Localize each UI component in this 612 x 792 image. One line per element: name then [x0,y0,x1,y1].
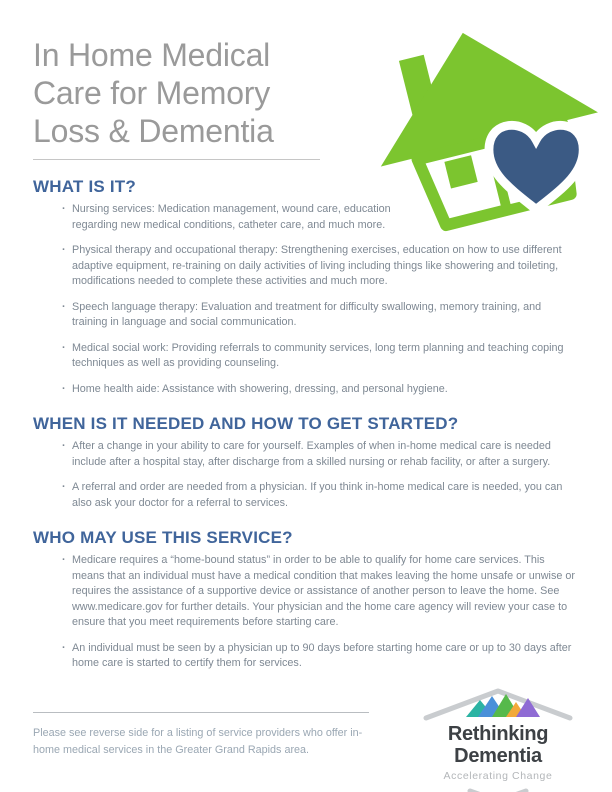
bullet-text: A referral and order are needed from a physician. If you think in-home medical care is needed, you can also ask your doctor for a referral to services. [72,481,563,509]
bullet-item [62,553,579,631]
section-when-needed [33,413,579,511]
page-title-line-1: In Home Medical [33,37,271,73]
bullet-text: After a change in your ability to care for yourself. Examples of when in-home medical care is needed include after a hospital stay, after discharge from a skilled nursing or rehab facility, or after a surgery. [72,440,551,468]
page-title-line-3: Loss & Dementia [33,113,274,149]
bullet-text: Home health aide: Assistance with showering, dressing, and personal hygiene. [72,382,448,395]
bullet-dot-icon: · [62,481,66,493]
bullet-item [62,480,579,511]
bullet-dot-icon: · [62,641,66,654]
bullet-item [62,382,579,398]
bullet-dot-icon: · [62,244,66,256]
bullet-dot-icon: · [62,440,66,452]
bullet-text: An individual must be seen by a physician up to 90 days before starting home care or up to 30 days after home care is started to certify them for services. [72,641,572,669]
bullet-dot-icon: · [62,554,66,566]
bullet-item [62,243,579,290]
bullet-list [62,553,579,672]
bullet-text: Nursing services: Medication management, wound care, education regarding new medical conditions, catheter care, and much more. [72,203,391,231]
bullet-dot-icon: · [62,300,66,313]
footer [33,687,579,792]
bullet-item [62,300,579,331]
section-heading: WHEN IS IT NEEDED AND HOW TO GET STARTED? [33,414,459,433]
bullet-text: Medical social work: Providing referrals to community services, long term planning and teaching coping techniques as well as providing counseling. [72,341,564,369]
header [33,36,579,160]
bullet-item [62,341,579,372]
bullet-dot-icon: · [62,203,66,215]
bullet-list [62,439,579,511]
house-heart-icon [369,22,605,236]
section-heading: WHAT IS IT? [33,177,136,196]
title-divider [33,159,320,160]
logo-name: Rethinking Dementia [447,722,549,767]
bullet-text: Medicare requires a “home-bound status” in order to be able to qualify for home care services. This means that an individual must have a medical condition that makes leaving the home unsafe or unwise or requires the assistance of a supportive device or assistance of another person to leave the home. See www.medicare.gov for further details. Your physician and the home care agency will review your case to ensure that you meet requirements before starting care. [72,554,575,628]
footer-note: Please see reverse side for a listing of service providers who offer in-home medical services in the Greater Grand Rapids area. [33,712,369,759]
section-who-may-use [33,527,579,672]
logo-chevron-up-icon [418,687,578,721]
section-heading: WHO MAY USE THIS SERVICE? [33,528,293,547]
bullet-item [62,439,579,470]
bullet-text: Speech language therapy: Evaluation and treatment for difficulty swallowing, memory training, and training in language and social communication. [72,300,542,328]
bullet-dot-icon: · [62,382,66,395]
logo-chevron-down-icon [466,787,530,792]
page-title-line-2: Care for Memory [33,75,271,111]
bullet-item [62,641,579,672]
rethinking-dementia-logo [405,687,591,792]
bullet-text: Physical therapy and occupational therapy: Strengthening exercises, education on how to use different adaptive equipment, re-training on daily activities of living including things like showering and toileting, modifications needed to complete these activities and much more. [72,244,562,287]
bullet-dot-icon: · [62,341,66,354]
logo-tagline: Accelerating Change [443,769,553,782]
